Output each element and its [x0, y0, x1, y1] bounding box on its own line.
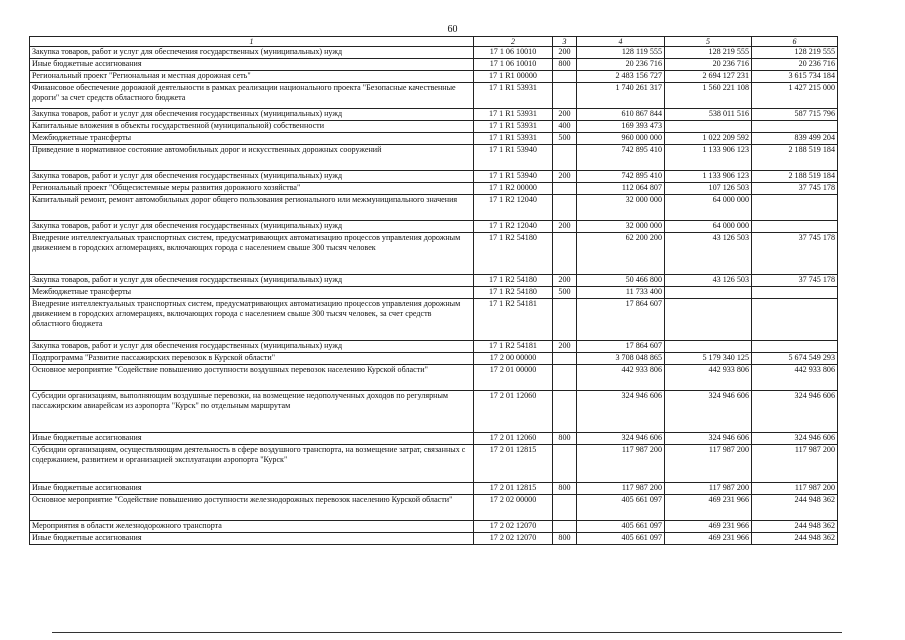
- row-value-year1-cell: 610 867 844: [577, 109, 665, 121]
- table-row: [30, 299, 838, 341]
- row-value-year2-cell: 20 236 716: [665, 59, 752, 71]
- row-value-year1-cell: 117 987 200: [577, 445, 665, 483]
- row-name-cell: Закупка товаров, работ и услуг для обеспечения государственных (муниципальных) нужд: [30, 171, 474, 183]
- table-row: [30, 365, 838, 391]
- row-type-cell: [553, 445, 577, 483]
- column-header: 6: [752, 37, 838, 47]
- row-value-year1-cell: 169 393 473: [577, 121, 665, 133]
- row-value-year1-cell: 442 933 806: [577, 365, 665, 391]
- column-header: 2: [474, 37, 553, 47]
- table-header-row: [30, 37, 838, 47]
- row-code-cell: 17 1 R1 53940: [474, 145, 553, 171]
- row-name-cell: Межбюджетные трансферты: [30, 287, 474, 299]
- row-name-cell: Капитальный ремонт, ремонт автомобильных дорог общего пользования регионального или межмуниципального значения: [30, 195, 474, 221]
- row-code-cell: 17 2 01 00000: [474, 365, 553, 391]
- row-name-cell: Региональный проект "Общесистемные меры развития дорожного хозяйства": [30, 183, 474, 195]
- row-type-cell: [553, 391, 577, 433]
- row-value-year2-cell: 1 133 906 123: [665, 171, 752, 183]
- row-value-year1-cell: 1 740 261 317: [577, 83, 665, 109]
- row-type-cell: [553, 521, 577, 533]
- table-row: [30, 83, 838, 109]
- row-name-cell: Финансовое обеспечение дорожной деятельности в рамках реализации национального проекта "Безопасные качественные дороги" за счет средств областного бюджета: [30, 83, 474, 109]
- row-code-cell: 17 2 02 00000: [474, 495, 553, 521]
- column-header: 3: [553, 37, 577, 47]
- row-value-year1-cell: 17 864 607: [577, 341, 665, 353]
- row-name-cell: Субсидии организациям, осуществляющим деятельность в сфере воздушного транспорта, на возмещение затрат, связанных с содержанием, развитием и организацией эксплуатации аэропорта "Курск": [30, 445, 474, 483]
- row-name-cell: Мероприятия в области железнодорожного транспорта: [30, 521, 474, 533]
- row-value-year2-cell: 117 987 200: [665, 483, 752, 495]
- row-type-cell: 800: [553, 59, 577, 71]
- row-value-year3-cell: [752, 195, 838, 221]
- table-row: [30, 183, 838, 195]
- row-value-year3-cell: [752, 341, 838, 353]
- row-code-cell: 17 1 R2 54180: [474, 287, 553, 299]
- row-name-cell: Основное мероприятие "Содействие повышению доступности воздушных перевозок населению Курской области": [30, 365, 474, 391]
- row-type-cell: 200: [553, 47, 577, 59]
- row-value-year2-cell: [665, 121, 752, 133]
- table-row: [30, 171, 838, 183]
- table-row: [30, 59, 838, 71]
- row-value-year2-cell: 107 126 503: [665, 183, 752, 195]
- table-row: [30, 341, 838, 353]
- row-type-cell: 800: [553, 483, 577, 495]
- row-code-cell: 17 1 R1 53931: [474, 121, 553, 133]
- row-value-year2-cell: 469 231 966: [665, 521, 752, 533]
- row-code-cell: 17 1 R2 54180: [474, 275, 553, 287]
- row-value-year1-cell: 112 064 807: [577, 183, 665, 195]
- row-value-year1-cell: 32 000 000: [577, 195, 665, 221]
- row-type-cell: 800: [553, 433, 577, 445]
- row-value-year3-cell: 5 674 549 293: [752, 353, 838, 365]
- budget-table: [29, 36, 838, 545]
- row-code-cell: 17 2 01 12815: [474, 483, 553, 495]
- row-value-year2-cell: 442 933 806: [665, 365, 752, 391]
- column-header: 4: [577, 37, 665, 47]
- row-code-cell: 17 1 R1 00000: [474, 71, 553, 83]
- row-name-cell: Внедрение интеллектуальных транспортных систем, предусматривающих автоматизацию процессов управления дорожным движением в городских агломерациях, включающих города с населением свыше 300 тысяч человек, за счет средств областного бюджета: [30, 299, 474, 341]
- table-row: [30, 287, 838, 299]
- row-value-year3-cell: [752, 287, 838, 299]
- row-value-year2-cell: 324 946 606: [665, 433, 752, 445]
- row-value-year2-cell: [665, 287, 752, 299]
- row-name-cell: Иные бюджетные ассигнования: [30, 59, 474, 71]
- row-type-cell: [553, 183, 577, 195]
- row-type-cell: 200: [553, 275, 577, 287]
- row-value-year3-cell: 117 987 200: [752, 445, 838, 483]
- table-row: [30, 495, 838, 521]
- row-value-year1-cell: 3 708 048 865: [577, 353, 665, 365]
- table-row: [30, 145, 838, 171]
- page-number: 60: [447, 24, 458, 35]
- row-type-cell: 400: [553, 121, 577, 133]
- row-name-cell: Закупка товаров, работ и услуг для обеспечения государственных (муниципальных) нужд: [30, 275, 474, 287]
- row-name-cell: Межбюджетные трансферты: [30, 133, 474, 145]
- table-row: [30, 275, 838, 287]
- row-value-year1-cell: 960 000 000: [577, 133, 665, 145]
- table-row: [30, 233, 838, 275]
- row-name-cell: Основное мероприятие "Содействие повышению доступности железнодорожных перевозок населению Курской области": [30, 495, 474, 521]
- row-name-cell: Иные бюджетные ассигнования: [30, 433, 474, 445]
- row-value-year3-cell: 37 745 178: [752, 183, 838, 195]
- row-value-year2-cell: 1 133 906 123: [665, 145, 752, 171]
- column-header: 1: [30, 37, 474, 47]
- row-name-cell: Закупка товаров, работ и услуг для обеспечения государственных (муниципальных) нужд: [30, 47, 474, 59]
- row-value-year1-cell: 11 733 400: [577, 287, 665, 299]
- row-value-year3-cell: 2 188 519 184: [752, 171, 838, 183]
- row-value-year2-cell: 64 000 000: [665, 221, 752, 233]
- row-value-year3-cell: 20 236 716: [752, 59, 838, 71]
- table-row: [30, 353, 838, 365]
- row-type-cell: 800: [553, 533, 577, 545]
- row-value-year3-cell: 37 745 178: [752, 275, 838, 287]
- row-name-cell: Иные бюджетные ассигнования: [30, 483, 474, 495]
- row-value-year2-cell: 117 987 200: [665, 445, 752, 483]
- row-type-cell: 500: [553, 287, 577, 299]
- row-name-cell: Внедрение интеллектуальных транспортных систем, предусматривающих автоматизацию процессов управления дорожным движением в городских агломерациях, включающих города с населением свыше 300 тысяч человек: [30, 233, 474, 275]
- table-row: [30, 133, 838, 145]
- row-value-year1-cell: 405 661 097: [577, 533, 665, 545]
- row-type-cell: 200: [553, 171, 577, 183]
- row-value-year3-cell: 3 615 734 184: [752, 71, 838, 83]
- row-code-cell: 17 2 01 12815: [474, 445, 553, 483]
- row-value-year3-cell: 442 933 806: [752, 365, 838, 391]
- row-value-year3-cell: 117 987 200: [752, 483, 838, 495]
- row-value-year2-cell: 5 179 340 125: [665, 353, 752, 365]
- row-type-cell: [553, 71, 577, 83]
- row-value-year1-cell: 324 946 606: [577, 433, 665, 445]
- row-type-cell: 200: [553, 221, 577, 233]
- table-row: [30, 195, 838, 221]
- row-name-cell: Закупка товаров, работ и услуг для обеспечения государственных (муниципальных) нужд: [30, 221, 474, 233]
- row-type-cell: [553, 83, 577, 109]
- row-code-cell: 17 2 00 00000: [474, 353, 553, 365]
- row-value-year1-cell: 128 119 555: [577, 47, 665, 59]
- row-value-year2-cell: 1 560 221 108: [665, 83, 752, 109]
- row-value-year1-cell: 20 236 716: [577, 59, 665, 71]
- row-code-cell: 17 2 02 12070: [474, 521, 553, 533]
- row-type-cell: [553, 353, 577, 365]
- row-value-year3-cell: 324 946 606: [752, 433, 838, 445]
- row-value-year2-cell: [665, 299, 752, 341]
- row-code-cell: 17 1 R2 54181: [474, 341, 553, 353]
- row-type-cell: [553, 495, 577, 521]
- row-code-cell: 17 2 01 12060: [474, 433, 553, 445]
- row-value-year3-cell: [752, 221, 838, 233]
- row-type-cell: [553, 233, 577, 275]
- row-type-cell: [553, 195, 577, 221]
- row-value-year2-cell: 2 694 127 231: [665, 71, 752, 83]
- row-name-cell: Иные бюджетные ассигнования: [30, 533, 474, 545]
- table-row: [30, 391, 838, 433]
- row-name-cell: Региональный проект "Региональная и местная дорожная сеть": [30, 71, 474, 83]
- row-value-year2-cell: 538 011 516: [665, 109, 752, 121]
- table-row: [30, 445, 838, 483]
- row-code-cell: 17 1 R2 12040: [474, 195, 553, 221]
- table-row: [30, 109, 838, 121]
- row-value-year3-cell: 128 219 555: [752, 47, 838, 59]
- table-row: [30, 533, 838, 545]
- table-row: [30, 47, 838, 59]
- row-value-year2-cell: 469 231 966: [665, 495, 752, 521]
- row-value-year3-cell: 37 745 178: [752, 233, 838, 275]
- row-value-year2-cell: 128 219 555: [665, 47, 752, 59]
- row-value-year3-cell: [752, 299, 838, 341]
- row-code-cell: 17 1 R2 54181: [474, 299, 553, 341]
- row-code-cell: 17 1 R2 54180: [474, 233, 553, 275]
- row-value-year1-cell: 17 864 607: [577, 299, 665, 341]
- row-type-cell: 200: [553, 109, 577, 121]
- row-type-cell: [553, 299, 577, 341]
- row-value-year2-cell: 64 000 000: [665, 195, 752, 221]
- row-type-cell: [553, 365, 577, 391]
- row-code-cell: 17 1 R1 53940: [474, 171, 553, 183]
- row-value-year1-cell: 742 895 410: [577, 145, 665, 171]
- row-value-year1-cell: 405 661 097: [577, 495, 665, 521]
- table-row: [30, 521, 838, 533]
- table-row: [30, 433, 838, 445]
- row-value-year1-cell: 32 000 000: [577, 221, 665, 233]
- row-value-year1-cell: 405 661 097: [577, 521, 665, 533]
- row-value-year2-cell: 469 231 966: [665, 533, 752, 545]
- row-value-year2-cell: 324 946 606: [665, 391, 752, 433]
- row-code-cell: 17 2 02 12070: [474, 533, 553, 545]
- footer-divider: [52, 632, 842, 633]
- row-type-cell: 200: [553, 341, 577, 353]
- row-code-cell: 17 1 R2 12040: [474, 221, 553, 233]
- column-header: 5: [665, 37, 752, 47]
- row-value-year3-cell: 839 499 204: [752, 133, 838, 145]
- row-value-year2-cell: 43 126 503: [665, 233, 752, 275]
- row-code-cell: 17 1 06 10010: [474, 47, 553, 59]
- row-name-cell: Капитальные вложения в объекты государственной (муниципальной) собственности: [30, 121, 474, 133]
- row-value-year1-cell: 50 466 800: [577, 275, 665, 287]
- row-name-cell: Закупка товаров, работ и услуг для обеспечения государственных (муниципальных) нужд: [30, 341, 474, 353]
- table-row: [30, 483, 838, 495]
- row-value-year2-cell: 43 126 503: [665, 275, 752, 287]
- row-value-year2-cell: [665, 341, 752, 353]
- row-value-year3-cell: 244 948 362: [752, 521, 838, 533]
- row-type-cell: [553, 145, 577, 171]
- row-code-cell: 17 2 01 12060: [474, 391, 553, 433]
- table-row: [30, 221, 838, 233]
- row-value-year1-cell: 62 200 200: [577, 233, 665, 275]
- row-type-cell: 500: [553, 133, 577, 145]
- row-value-year3-cell: 1 427 215 000: [752, 83, 838, 109]
- row-value-year3-cell: 244 948 362: [752, 533, 838, 545]
- table-body: [30, 47, 838, 545]
- row-code-cell: 17 1 R1 53931: [474, 83, 553, 109]
- row-code-cell: 17 1 R1 53931: [474, 133, 553, 145]
- row-name-cell: Закупка товаров, работ и услуг для обеспечения государственных (муниципальных) нужд: [30, 109, 474, 121]
- row-code-cell: 17 1 R1 53931: [474, 109, 553, 121]
- row-value-year1-cell: 324 946 606: [577, 391, 665, 433]
- row-value-year3-cell: 587 715 796: [752, 109, 838, 121]
- row-value-year3-cell: 324 946 606: [752, 391, 838, 433]
- row-value-year3-cell: 244 948 362: [752, 495, 838, 521]
- row-value-year3-cell: [752, 121, 838, 133]
- row-code-cell: 17 1 06 10010: [474, 59, 553, 71]
- row-value-year1-cell: 2 483 156 727: [577, 71, 665, 83]
- row-value-year1-cell: 742 895 410: [577, 171, 665, 183]
- row-code-cell: 17 1 R2 00000: [474, 183, 553, 195]
- row-name-cell: Субсидии организациям, выполняющим воздушные перевозки, на возмещение недополученных доходов по регулярным пассажирским авиарейсам из аэропорта "Курск" по отдельным маршрутам: [30, 391, 474, 433]
- table-row: [30, 71, 838, 83]
- row-name-cell: Приведение в нормативное состояние автомобильных дорог и искусственных дорожных сооружений: [30, 145, 474, 171]
- row-value-year3-cell: 2 188 519 184: [752, 145, 838, 171]
- table-row: [30, 121, 838, 133]
- row-value-year2-cell: 1 022 209 592: [665, 133, 752, 145]
- row-value-year1-cell: 117 987 200: [577, 483, 665, 495]
- row-name-cell: Подпрограмма "Развитие пассажирских перевозок в Курской области": [30, 353, 474, 365]
